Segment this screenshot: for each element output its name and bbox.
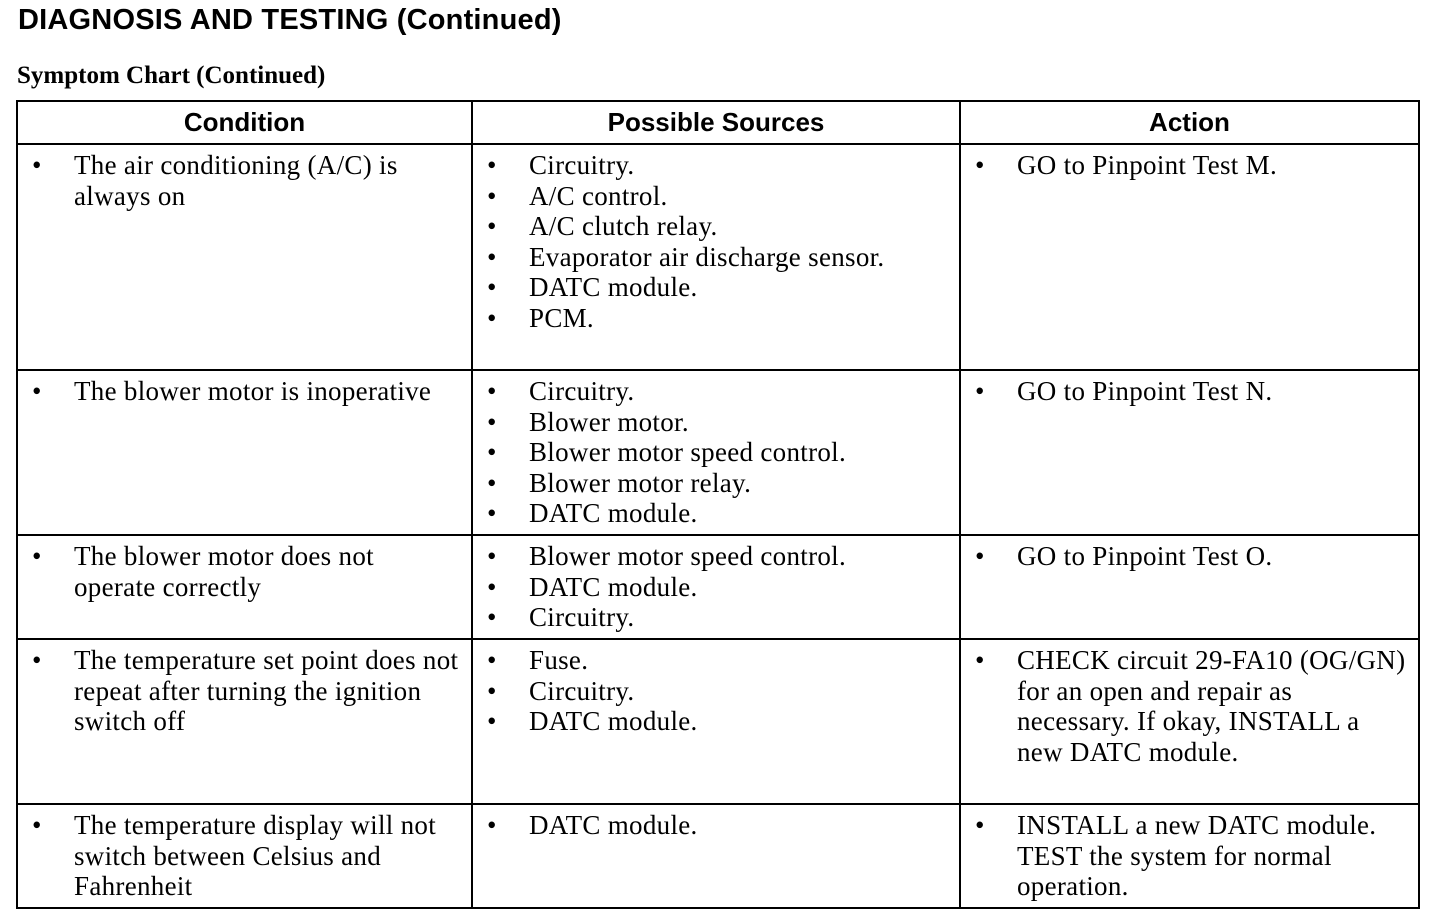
source-item — [473, 272, 947, 303]
source-text: A/C control. — [529, 180, 668, 211]
bullet-icon: • — [487, 180, 497, 211]
source-item — [473, 211, 947, 242]
action-cell — [960, 535, 1419, 639]
source-text: DATC module. — [529, 571, 698, 602]
condition-list — [18, 145, 471, 213]
source-text: DATC module. — [529, 810, 698, 840]
condition-text: The air conditioning (A/C) is always on — [74, 150, 398, 211]
action-cell — [960, 639, 1419, 804]
source-text: Circuitry. — [529, 602, 635, 632]
condition-text: The temperature set point does not repeat after turning the ignition switch off — [74, 645, 459, 736]
bullet-icon: • — [487, 272, 497, 302]
source-text: PCM. — [529, 302, 594, 333]
action-cell — [960, 144, 1419, 370]
source-text: DATC module. — [529, 498, 698, 528]
source-item — [473, 676, 947, 707]
bullet-icon: • — [975, 376, 985, 406]
action-item — [961, 810, 1406, 902]
source-item — [473, 150, 947, 181]
bullet-icon: • — [487, 241, 497, 272]
source-item — [473, 541, 947, 572]
condition-list — [18, 536, 471, 604]
source-item — [473, 706, 947, 737]
table-row — [17, 535, 1419, 639]
source-text: Circuitry. — [529, 150, 635, 180]
action-list — [961, 805, 1418, 904]
action-list — [961, 640, 1418, 769]
source-item — [473, 572, 947, 603]
sources-cell — [472, 804, 960, 908]
source-text: DATC module. — [529, 272, 698, 302]
bullet-icon: • — [487, 675, 497, 706]
bullet-icon: • — [487, 498, 497, 528]
source-item — [473, 645, 947, 676]
bullet-icon: • — [487, 302, 497, 333]
bullet-icon: • — [487, 645, 497, 675]
column-header-condition: Condition — [17, 101, 472, 144]
action-text: CHECK circuit 29-FA10 (OG/GN) for an open and repair as necessary. If okay, INSTALL a new DATC module. — [1017, 645, 1406, 767]
bullet-icon: • — [487, 706, 497, 736]
sources-list — [473, 371, 959, 531]
condition-item — [18, 645, 459, 737]
condition-text: The temperature display will not switch between Celsius and Fahrenheit — [74, 810, 436, 901]
action-item — [961, 150, 1406, 181]
condition-list — [18, 371, 471, 409]
bullet-icon: • — [487, 467, 497, 498]
bullet-icon: • — [487, 150, 497, 180]
condition-list — [18, 805, 471, 904]
sources-list — [473, 640, 959, 739]
bullet-icon: • — [487, 541, 497, 571]
condition-item — [18, 376, 459, 407]
sources-list — [473, 805, 959, 843]
condition-text: The blower motor is inoperative — [74, 376, 432, 406]
source-text: Evaporator air discharge sensor. — [529, 241, 885, 272]
table-header-row — [17, 101, 1419, 144]
action-list — [961, 536, 1418, 574]
sources-list — [473, 145, 959, 335]
bullet-icon: • — [487, 571, 497, 602]
source-text: Blower motor. — [529, 406, 689, 437]
condition-cell — [17, 804, 472, 908]
symptom-chart-table — [16, 100, 1420, 909]
table-row — [17, 144, 1419, 370]
condition-item — [18, 810, 459, 902]
source-item — [473, 437, 947, 468]
bullet-icon: • — [32, 810, 42, 840]
condition-cell — [17, 535, 472, 639]
action-item — [961, 645, 1406, 767]
bullet-icon: • — [487, 437, 497, 467]
source-text: A/C clutch relay. — [529, 211, 718, 241]
bullet-icon: • — [487, 602, 497, 632]
sources-cell — [472, 639, 960, 804]
bullet-icon: • — [32, 150, 42, 180]
column-header-possible-sources: Possible Sources — [472, 101, 960, 144]
page-heading: DIAGNOSIS AND TESTING (Continued) — [18, 4, 562, 36]
condition-text: The blower motor does not operate correctly — [74, 541, 374, 602]
condition-cell — [17, 370, 472, 535]
source-text: DATC module. — [529, 706, 698, 736]
column-header-action: Action — [960, 101, 1419, 144]
source-item — [473, 498, 947, 529]
section-heading: Symptom Chart (Continued) — [17, 62, 326, 89]
action-text: GO to Pinpoint Test O. — [1017, 541, 1273, 571]
condition-cell — [17, 144, 472, 370]
bullet-icon: • — [975, 150, 985, 180]
source-text: Circuitry. — [529, 675, 635, 706]
source-item — [473, 376, 947, 407]
bullet-icon: • — [487, 211, 497, 241]
table-row — [17, 370, 1419, 535]
bullet-icon: • — [487, 376, 497, 406]
bullet-icon: • — [975, 645, 985, 675]
bullet-icon: • — [32, 541, 42, 571]
source-item — [473, 810, 947, 841]
bullet-icon: • — [32, 645, 42, 675]
bullet-icon: • — [32, 376, 42, 406]
source-item — [473, 407, 947, 438]
source-text: Fuse. — [529, 645, 589, 675]
source-text: Blower motor relay. — [529, 467, 752, 498]
sources-cell — [472, 370, 960, 535]
bullet-icon: • — [975, 810, 985, 840]
action-cell — [960, 804, 1419, 908]
source-text: Circuitry. — [529, 376, 635, 406]
condition-cell — [17, 639, 472, 804]
action-text: INSTALL a new DATC module. TEST the system for normal operation. — [1017, 810, 1377, 901]
bullet-icon: • — [975, 541, 985, 571]
bullet-icon: • — [487, 406, 497, 437]
action-list — [961, 371, 1418, 409]
action-cell — [960, 370, 1419, 535]
source-item — [473, 303, 947, 334]
condition-item — [18, 150, 459, 211]
source-item — [473, 242, 947, 273]
action-text: GO to Pinpoint Test N. — [1017, 376, 1273, 406]
sources-list — [473, 536, 959, 635]
source-text: Blower motor speed control. — [529, 541, 847, 571]
sources-cell — [472, 144, 960, 370]
source-item — [473, 181, 947, 212]
source-text: Blower motor speed control. — [529, 437, 847, 467]
table-row — [17, 639, 1419, 804]
source-item — [473, 602, 947, 633]
table-row — [17, 804, 1419, 908]
action-text: GO to Pinpoint Test M. — [1017, 150, 1277, 180]
condition-item — [18, 541, 459, 602]
sources-cell — [472, 535, 960, 639]
source-item — [473, 468, 947, 499]
action-item — [961, 541, 1406, 572]
action-list — [961, 145, 1418, 183]
bullet-icon: • — [487, 810, 497, 840]
action-item — [961, 376, 1406, 407]
condition-list — [18, 640, 471, 739]
